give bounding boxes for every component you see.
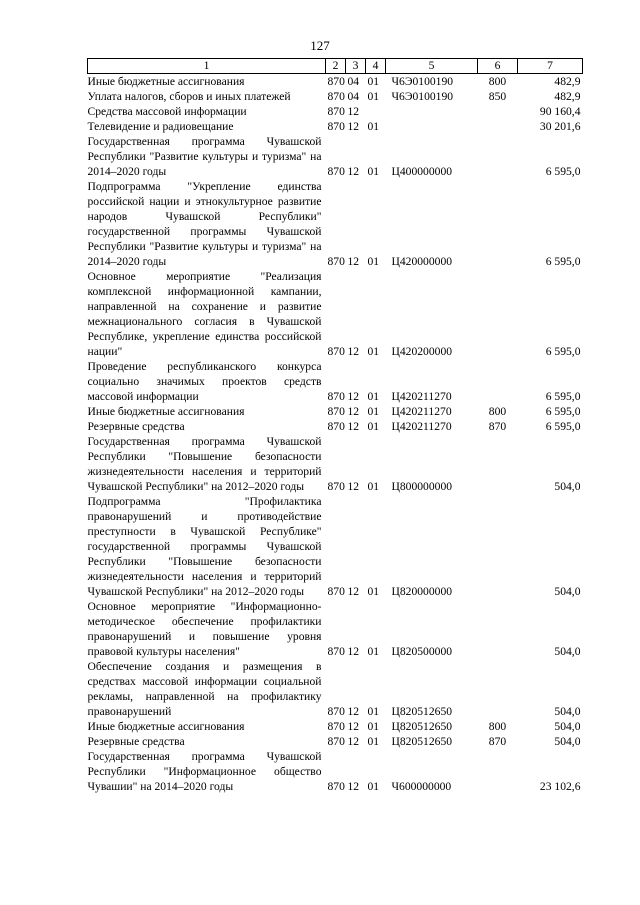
code-grbs: 870 xyxy=(327,255,345,268)
page-number: 127 xyxy=(310,38,330,53)
code-grbs: 870 xyxy=(327,420,345,433)
row-description: Резервные средства xyxy=(87,420,185,433)
code-target-article: Ц420211270 xyxy=(391,420,452,433)
code-expense-type xyxy=(478,119,518,134)
code-subsection: 01 xyxy=(367,585,380,598)
header-cell-3: 3 xyxy=(346,59,366,74)
code-target-article xyxy=(386,104,478,119)
code-grbs: 870 xyxy=(327,75,345,88)
table-row xyxy=(88,269,583,359)
code-target-article: Ц820512650 xyxy=(391,720,453,733)
row-description: Иные бюджетные ассигнования xyxy=(87,720,245,733)
table-row xyxy=(88,749,583,794)
row-description: Обеспечение создания и размещения в средствах массовой информации социальной рекламы, направленной на профилактику правонарушений xyxy=(87,660,322,718)
code-grbs: 870 xyxy=(327,585,345,598)
table-row xyxy=(88,104,583,119)
header-cell-5: 5 xyxy=(386,59,478,74)
code-expense-type xyxy=(478,494,518,599)
code-grbs: 870 xyxy=(327,345,345,358)
code-expense-type: 800 xyxy=(488,720,507,733)
table-row xyxy=(88,419,583,434)
row-description: Государственная программа Чувашской Республики "Информационное общество Чувашии" на 2014–2020 годы xyxy=(87,750,322,793)
code-expense-type xyxy=(478,659,518,719)
code-section: 04 xyxy=(347,75,360,88)
code-subsection: 01 xyxy=(367,120,380,133)
code-section: 12 xyxy=(347,255,360,268)
row-description: Государственная программа Чувашской Республики "Развитие культуры и туризма" на 2014–2020 годы xyxy=(87,135,322,178)
row-description: Уплата налогов, сборов и иных платежей xyxy=(87,90,291,103)
code-grbs: 870 xyxy=(327,165,345,178)
code-grbs: 870 xyxy=(327,780,345,793)
code-subsection: 01 xyxy=(367,75,380,88)
budget-table xyxy=(87,58,583,794)
code-subsection: 01 xyxy=(367,480,380,493)
code-target-article: Ц400000000 xyxy=(391,165,453,178)
code-grbs: 870 xyxy=(327,390,345,403)
code-expense-type: 800 xyxy=(488,405,507,418)
code-target-article: Ч600000000 xyxy=(391,780,452,793)
code-subsection: 01 xyxy=(367,420,380,433)
table-row xyxy=(88,404,583,419)
code-grbs: 870 xyxy=(327,645,345,658)
code-subsection: 01 xyxy=(367,705,380,718)
row-amount: 504,0 xyxy=(554,585,581,598)
code-target-article: Ц420211270 xyxy=(391,405,452,418)
code-subsection: 01 xyxy=(367,405,380,418)
code-section: 12 xyxy=(347,165,360,178)
header-cell-2: 2 xyxy=(326,59,346,74)
code-section: 12 xyxy=(347,405,360,418)
code-grbs: 870 xyxy=(327,120,345,133)
row-description: Подпрограмма "Укрепление единства российской нации и этнокультурное развитие народов Чувашской Республики" государственной программы Чувашской Республики "Развитие культуры и туризма" на 2014–2020 годы xyxy=(87,180,322,268)
code-subsection: 01 xyxy=(367,90,380,103)
row-amount: 23 102,6 xyxy=(539,780,581,793)
row-amount: 30 201,6 xyxy=(539,120,581,133)
table-row xyxy=(88,74,583,90)
code-target-article: Ч6Э0100190 xyxy=(391,90,454,103)
code-target-article: Ц820512650 xyxy=(391,735,453,748)
table-row xyxy=(88,659,583,719)
code-expense-type xyxy=(478,359,518,404)
table-row xyxy=(88,89,583,104)
row-amount: 6 595,0 xyxy=(545,405,581,418)
code-section: 12 xyxy=(347,390,360,403)
table-header xyxy=(88,59,583,74)
code-section: 12 xyxy=(347,585,360,598)
code-section: 04 xyxy=(347,90,360,103)
row-amount: 482,9 xyxy=(554,90,581,103)
row-description: Проведение республиканского конкурса социально значимых проектов средств массовой информации xyxy=(87,360,322,403)
code-expense-type: 800 xyxy=(488,75,507,88)
row-description: Резервные средства xyxy=(87,735,185,748)
code-expense-type: 850 xyxy=(488,90,507,103)
row-amount: 504,0 xyxy=(554,735,581,748)
code-grbs: 870 xyxy=(327,105,345,118)
row-amount: 6 595,0 xyxy=(545,420,581,433)
code-subsection: 01 xyxy=(367,720,380,733)
code-grbs: 870 xyxy=(327,480,345,493)
code-subsection: 01 xyxy=(367,780,380,793)
code-expense-type xyxy=(478,599,518,659)
code-section: 12 xyxy=(347,735,360,748)
row-amount: 504,0 xyxy=(554,480,581,493)
code-expense-type: 870 xyxy=(488,420,507,433)
row-amount: 6 595,0 xyxy=(545,165,581,178)
code-section: 12 xyxy=(347,645,360,658)
header-row xyxy=(88,59,583,74)
code-subsection: 01 xyxy=(367,165,380,178)
row-description: Иные бюджетные ассигнования xyxy=(87,405,245,418)
header-cell-1: 1 xyxy=(88,59,326,74)
header-cell-6: 6 xyxy=(478,59,518,74)
code-expense-type xyxy=(478,134,518,179)
code-target-article: Ч6Э0100190 xyxy=(391,75,454,88)
code-subsection: 01 xyxy=(367,345,380,358)
row-amount: 6 595,0 xyxy=(545,345,581,358)
code-target-article xyxy=(386,119,478,134)
code-grbs: 870 xyxy=(327,405,345,418)
code-expense-type xyxy=(478,434,518,494)
code-expense-type: 870 xyxy=(488,735,507,748)
code-grbs: 870 xyxy=(327,735,345,748)
row-description: Телевидение и радиовещание xyxy=(87,120,234,133)
row-description: Государственная программа Чувашской Республики "Повышение безопасности жизнедеятельности населения и территорий Чувашской Республики" на 2012–2020 годы xyxy=(87,435,322,493)
header-cell-4: 4 xyxy=(366,59,386,74)
row-description: Основное мероприятие "Информационно-методическое обеспечение профилактики правонарушений и повышение уровня правовой культуры населения" xyxy=(87,600,322,658)
table-row xyxy=(88,494,583,599)
code-section: 12 xyxy=(347,420,360,433)
code-section: 12 xyxy=(347,105,360,118)
code-expense-type xyxy=(478,749,518,794)
table-row xyxy=(88,719,583,734)
row-amount: 90 160,4 xyxy=(539,105,581,118)
table-row xyxy=(88,179,583,269)
header-cell-7: 7 xyxy=(518,59,583,74)
table-row xyxy=(88,434,583,494)
code-target-article: Ц820500000 xyxy=(391,645,453,658)
table-body xyxy=(88,74,583,795)
code-grbs: 870 xyxy=(327,720,345,733)
code-target-article: Ц800000000 xyxy=(391,480,453,493)
code-section: 12 xyxy=(347,705,360,718)
row-amount: 504,0 xyxy=(554,705,581,718)
table-row xyxy=(88,119,583,134)
code-target-article: Ц420200000 xyxy=(391,345,453,358)
code-subsection: 01 xyxy=(367,255,380,268)
row-description: Основное мероприятие "Реализация комплексной информационной кампании, направленной на сохранение и развитие межнационального согласия в Чувашской Республике, укрепление единства российской нации" xyxy=(87,270,322,358)
table-row xyxy=(88,734,583,749)
code-grbs: 870 xyxy=(327,90,345,103)
code-section: 12 xyxy=(347,780,360,793)
row-amount: 504,0 xyxy=(554,645,581,658)
code-expense-type xyxy=(478,179,518,269)
row-amount: 504,0 xyxy=(554,720,581,733)
code-subsection xyxy=(366,104,386,119)
code-expense-type xyxy=(478,104,518,119)
row-amount: 6 595,0 xyxy=(545,255,581,268)
code-target-article: Ц420000000 xyxy=(391,255,453,268)
code-section: 12 xyxy=(347,120,360,133)
code-section: 12 xyxy=(347,720,360,733)
code-subsection: 01 xyxy=(367,390,380,403)
table-row xyxy=(88,359,583,404)
code-target-article: Ц820000000 xyxy=(391,585,453,598)
code-section: 12 xyxy=(347,345,360,358)
code-target-article: Ц820512650 xyxy=(391,705,453,718)
row-description: Подпрограмма "Профилактика правонарушений и противодействие преступности в Чувашской Республике" государственной программы Чувашской Республики "Повышение безопасности жизнедеятельности населения и территорий Чувашской Республики" на 2012–2020 годы xyxy=(87,495,322,598)
code-subsection: 01 xyxy=(367,645,380,658)
row-amount: 482,9 xyxy=(554,75,581,88)
code-grbs: 870 xyxy=(327,705,345,718)
code-subsection: 01 xyxy=(367,735,380,748)
code-expense-type xyxy=(478,269,518,359)
table-row xyxy=(88,134,583,179)
row-amount: 6 595,0 xyxy=(545,390,581,403)
table-row xyxy=(88,599,583,659)
code-target-article: Ц420211270 xyxy=(391,390,452,403)
row-description: Средства массовой информации xyxy=(87,105,247,118)
row-description: Иные бюджетные ассигнования xyxy=(87,75,245,88)
code-section: 12 xyxy=(347,480,360,493)
